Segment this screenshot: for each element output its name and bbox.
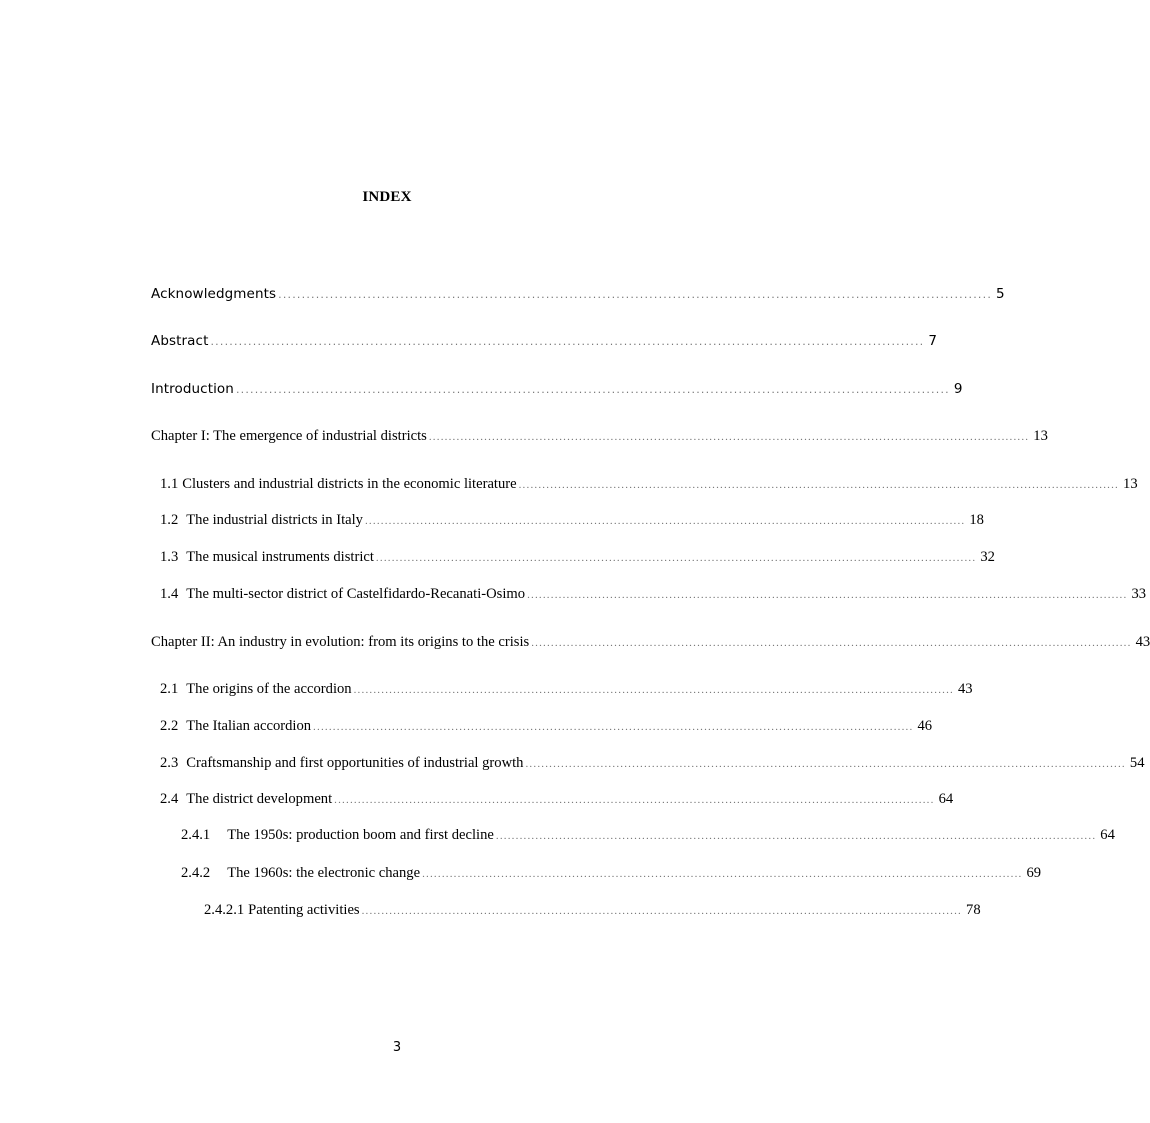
toc-entry-label: The multi-sector district of Castelfidardo-Recanati-Osimo bbox=[186, 586, 526, 602]
toc-entry-acknowledgments[interactable] bbox=[151, 284, 1005, 305]
toc-entry-number: 2.4.1 bbox=[181, 827, 211, 843]
toc-leader-dots: ........................................................................................................................................................ bbox=[334, 794, 935, 806]
toc-entry-1-3[interactable] bbox=[160, 547, 995, 568]
toc-entry-label: The district development bbox=[186, 791, 333, 807]
toc-entry-number: 2.2 bbox=[160, 718, 179, 734]
toc-entry-chapter-2[interactable] bbox=[151, 632, 1150, 653]
toc-leader-dots: ........................................................................................................................................................ bbox=[495, 830, 1097, 842]
toc-entry-label: Patenting activities bbox=[248, 902, 360, 918]
toc-entry-chapter-1[interactable] bbox=[151, 426, 1048, 447]
toc-entry-number: 1.3 bbox=[160, 549, 179, 565]
toc-entry-number: 1.1 bbox=[160, 476, 179, 492]
toc-leader-dots: ........................................................................................................................................................ bbox=[235, 383, 950, 396]
toc-entry-page: 69 bbox=[1026, 865, 1042, 881]
toc-entry-page: 64 bbox=[1100, 827, 1115, 843]
toc-entry-number: 2.4.2.1 bbox=[204, 902, 245, 918]
toc-leader-dots: ........................................................................................................................................................ bbox=[278, 288, 993, 301]
toc-leader-dots: ........................................................................................................................................................ bbox=[531, 637, 1132, 649]
toc-leader-dots: ........................................................................................................................................................ bbox=[210, 335, 925, 348]
toc-entry-2-3[interactable] bbox=[160, 753, 1145, 774]
toc-entry-abstract[interactable] bbox=[151, 331, 938, 352]
toc-entry-page: 13 bbox=[1123, 476, 1138, 492]
toc-entry-page: 43 bbox=[1135, 634, 1150, 650]
toc-entry-page: 64 bbox=[938, 791, 954, 807]
toc-leader-dots: ........................................................................................................................................................ bbox=[364, 515, 966, 527]
toc-entry-label: The musical instruments district bbox=[186, 549, 374, 565]
toc-leader-dots: ........................................................................................................................................................ bbox=[361, 905, 963, 917]
toc-entry-label: The 1960s: the electronic change bbox=[227, 865, 421, 881]
toc-leader-dots: ........................................................................................................................................................ bbox=[375, 552, 977, 564]
toc-entry-1-4[interactable] bbox=[160, 584, 1147, 605]
toc-entry-page: 32 bbox=[980, 549, 995, 565]
toc-entry-number: 1.2 bbox=[160, 512, 179, 528]
toc-entry-2-4-2-1[interactable] bbox=[204, 900, 981, 921]
toc-entry-label: The industrial districts in Italy bbox=[186, 512, 363, 528]
toc-entry-label: Chapter II: An industry in evolution: from its origins to the crisis bbox=[151, 634, 530, 650]
toc-entry-page: 9 bbox=[953, 381, 963, 397]
toc-entry-2-1[interactable] bbox=[160, 679, 973, 700]
toc-entry-label: The Italian accordion bbox=[186, 718, 312, 734]
toc-leader-dots: ........................................................................................................................................................ bbox=[525, 758, 1126, 770]
toc-entry-label: Introduction bbox=[151, 381, 234, 397]
toc-entry-number: 2.4.2 bbox=[181, 865, 211, 881]
toc-leader-dots: ........................................................................................................................................................ bbox=[422, 868, 1023, 880]
toc-leader-dots: ........................................................................................................................................................ bbox=[313, 721, 914, 733]
toc-entry-label: Clusters and industrial districts in the economic literature bbox=[182, 476, 517, 492]
toc-entry-label: Craftsmanship and first opportunities of industrial growth bbox=[186, 755, 524, 771]
toc-entry-label: The origins of the accordion bbox=[186, 681, 352, 697]
toc-entry-page: 43 bbox=[958, 681, 973, 697]
toc-entry-introduction[interactable] bbox=[151, 379, 963, 400]
toc-entry-2-4-2[interactable] bbox=[181, 863, 1042, 884]
toc-entry-number: 2.3 bbox=[160, 755, 179, 771]
toc-entry-page: 7 bbox=[928, 333, 938, 349]
toc-entry-1-2[interactable] bbox=[160, 510, 984, 531]
index-title: INDEX bbox=[362, 189, 412, 205]
toc-entry-2-4-1[interactable] bbox=[181, 825, 1115, 846]
toc-entry-page: 46 bbox=[917, 718, 933, 734]
toc-entry-page: 78 bbox=[966, 902, 981, 918]
toc-leader-dots: ........................................................................................................................................................ bbox=[527, 589, 1128, 601]
toc-entry-label: Chapter I: The emergence of industrial districts bbox=[151, 428, 427, 444]
toc-entry-page: 54 bbox=[1129, 755, 1145, 771]
toc-entry-page: 13 bbox=[1033, 428, 1048, 444]
toc-leader-dots: ........................................................................................................................................................ bbox=[428, 431, 1030, 443]
toc-entry-1-1[interactable] bbox=[160, 474, 1138, 495]
page-number: 3 bbox=[392, 1040, 402, 1055]
toc-entry-number: 2.1 bbox=[160, 681, 179, 697]
toc-entry-label: Abstract bbox=[151, 333, 209, 349]
toc-entry-label: Acknowledgments bbox=[151, 286, 277, 302]
toc-entry-page: 5 bbox=[996, 286, 1005, 302]
toc-entry-2-4[interactable] bbox=[160, 789, 954, 810]
toc-leader-dots: ........................................................................................................................................................ bbox=[353, 684, 954, 696]
toc-entry-number: 1.4 bbox=[160, 586, 179, 602]
toc-entry-page: 33 bbox=[1131, 586, 1147, 602]
toc-entry-2-2[interactable] bbox=[160, 716, 933, 737]
toc-leader-dots: ........................................................................................................................................................ bbox=[518, 479, 1120, 491]
toc-entry-number: 2.4 bbox=[160, 791, 179, 807]
toc-entry-page: 18 bbox=[969, 512, 984, 528]
toc-entry-label: The 1950s: production boom and first decline bbox=[227, 827, 494, 843]
